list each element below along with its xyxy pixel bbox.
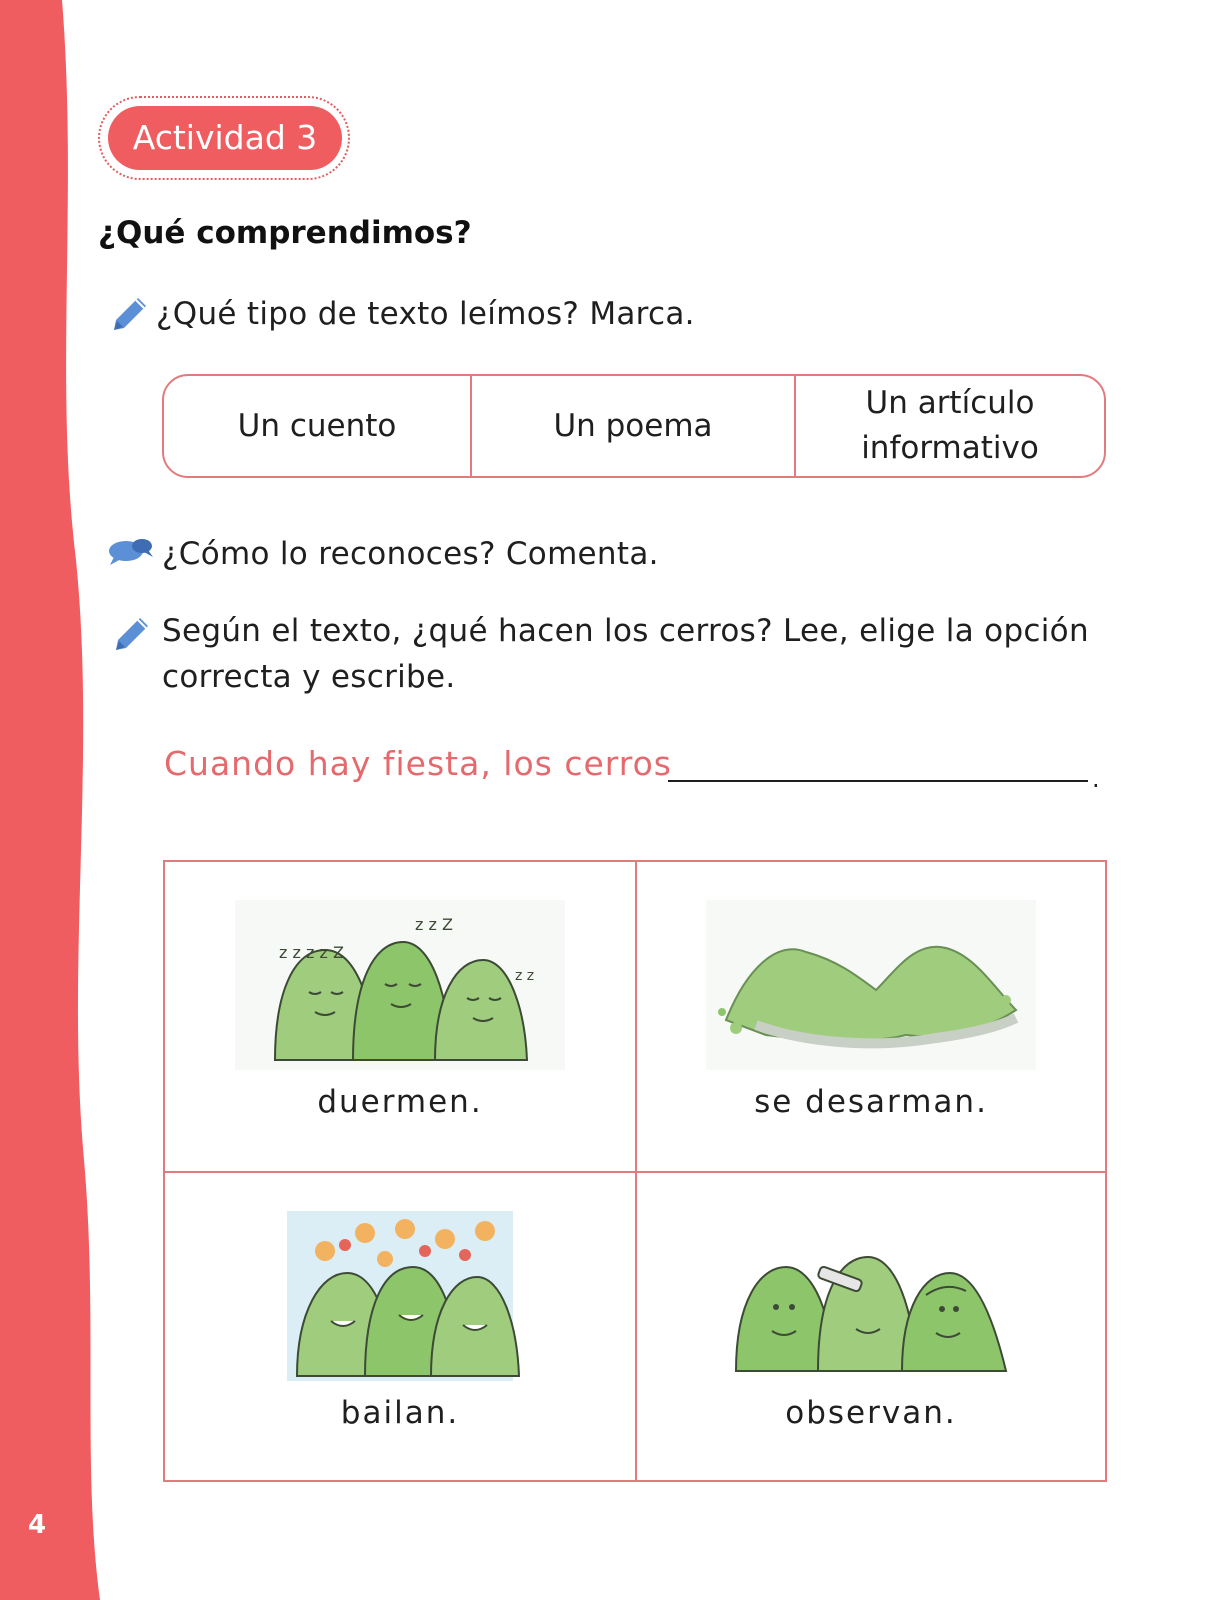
svg-text:z z z z Z: z z z z Z: [279, 943, 344, 962]
side-band: [0, 0, 110, 1600]
question-3-line-2: correcta y escribe.: [162, 659, 456, 695]
pencil-icon: [108, 290, 152, 338]
choice-duermen[interactable]: [165, 862, 635, 1171]
option-cuento[interactable]: Un cuento: [237, 407, 397, 444]
option-articulo[interactable]: Un artículo informativo: [794, 376, 1104, 476]
caption-observan: observan.: [785, 1395, 957, 1431]
svg-text:z z: z z: [515, 968, 535, 984]
sleeping-hills-illustration: [235, 900, 565, 1070]
svg-text:z z Z: z z Z: [415, 915, 453, 934]
watching-hills-illustration: [706, 1211, 1036, 1381]
choice-se-desarman[interactable]: [635, 862, 1105, 1171]
sentence-prompt: Cuando hay fiesta, los cerros: [164, 744, 672, 783]
question-2-text: ¿Cómo lo reconoces? Comenta.: [162, 536, 659, 572]
page-number: 4: [28, 1510, 47, 1540]
choice-observan[interactable]: [635, 1171, 1105, 1480]
choice-bailan[interactable]: [165, 1171, 635, 1480]
crumbling-hills-illustration: [706, 900, 1036, 1070]
option-poema[interactable]: Un poema: [470, 376, 794, 476]
caption-se-desarman: se desarman.: [754, 1084, 988, 1120]
question-1-text: ¿Qué tipo de texto leímos? Marca.: [156, 296, 695, 332]
dancing-hills-illustration: [235, 1211, 565, 1381]
question-1: [108, 290, 695, 338]
answer-end-mark: .: [1092, 765, 1100, 793]
answer-line[interactable]: [668, 780, 1088, 782]
speech-bubbles-icon: [106, 535, 156, 573]
caption-bailan: bailan.: [340, 1395, 460, 1431]
question-3: [110, 608, 1089, 700]
text-type-options: [162, 374, 1106, 478]
activity-badge: Actividad 3: [108, 106, 342, 170]
section-heading: ¿Qué comprendimos?: [98, 215, 472, 251]
caption-duermen: duermen.: [317, 1084, 483, 1120]
pencil-icon: [110, 610, 154, 658]
question-2: [106, 535, 659, 573]
choices-grid: [163, 860, 1107, 1482]
question-3-line-1: Según el texto, ¿qué hacen los cerros? Lee, elige la opción: [162, 613, 1089, 649]
